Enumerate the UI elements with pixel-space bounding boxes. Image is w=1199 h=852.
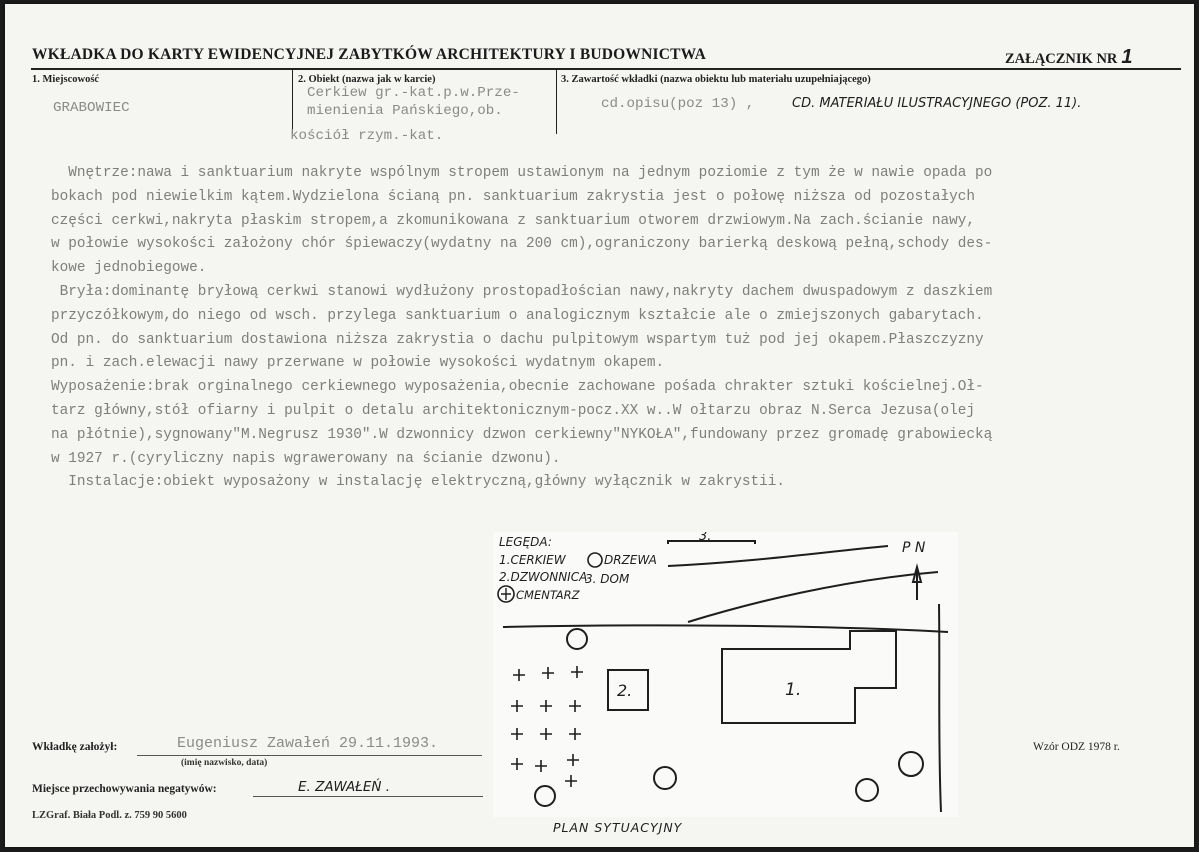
content-handwritten-value: CD. MATERIAŁU ILUSTRACYJNEGO (POZ. 11).: [792, 96, 1082, 111]
storage-label: Miejsce przechowywania negatywów:: [32, 783, 217, 795]
north-label: P N: [902, 540, 926, 556]
founded-hint: (imię nazwisko, data): [181, 758, 268, 768]
legend-church: 1.CERKIEW: [499, 553, 566, 567]
tree-4: [856, 779, 878, 801]
church-label: 1.: [785, 680, 802, 700]
road-lower-line: [688, 572, 938, 622]
description-line: bokach pod niewielkim kątem.Wydzielona ścianą pn. sanktuarium zakrystia jest o połowę niższa od pozostałych: [51, 188, 976, 205]
description-line: kowe jednobiegowe.: [51, 260, 207, 277]
description-line: Wyposażenie:brak orginalnego cerkiewnego wyposażenia,obecnie zachowane pośada chrakter sztuki kościelnej.Oł-: [51, 379, 984, 396]
east-boundary-line: [939, 604, 941, 812]
card-title: WKŁADKA DO KARTY EWIDENCYJNEJ ZABYTKÓW ARCHITEKTURY I BUDOWNICTWA: [32, 46, 707, 63]
form-code: Wzór ODZ 1978 r.: [1033, 741, 1120, 753]
description-line: w 1927 r.(cyryliczny napis wgrawerowany na ścianie dzwonu).: [51, 450, 561, 467]
locality-value: GRABOWIEC: [53, 100, 130, 116]
object-label: 2. Obiekt (nazwa jak w karcie): [298, 74, 436, 85]
locality-label: 1. Miejscowość: [32, 74, 100, 85]
description-line: w połowie wysokości założony chór śpiewaczy(wydatny na 200 cm),ograniczony barierką deskową pełną,schody des-: [51, 236, 993, 253]
field-divider-2: [556, 68, 557, 134]
field-divider-1: [292, 68, 293, 134]
site-plan-sketch: [493, 532, 958, 817]
description-line: Bryła:dominantę bryłową cerkwi stanowi wydłużony prostopadłościan nawy,nakryty dachem dwuspadowym z daszkiem: [51, 283, 993, 300]
tree-1: [567, 629, 587, 649]
content-typed-value: cd.opisu(poz 13) ,: [601, 96, 755, 112]
founded-label: Wkładkę założył:: [32, 741, 118, 753]
legend-house: 3. DOM: [585, 572, 630, 586]
legend-belfry: 2.DZWONNICA: [499, 570, 588, 584]
storage-value: E. ZAWAŁEŃ .: [298, 779, 391, 795]
annex-number: 1: [1121, 46, 1133, 68]
description-line: Wnętrze:nawa i sanktuarium nakryte wspólnym stropem ustawionym na jednym poziomie z tym że w nawie opada po: [51, 165, 993, 181]
legend-tree-icon: [588, 553, 602, 567]
legend-title: LEGĘDA:: [499, 535, 552, 549]
annex-text: ZAŁĄCZNIK NR: [1005, 51, 1118, 67]
house-marker: [668, 541, 755, 544]
description-line: Instalacje:obiekt wyposażony w instalację elektryczną,główny wyłącznik w zakrystii.: [51, 474, 786, 491]
description-text: [51, 162, 1196, 495]
printer-info: LZGraf. Biała Podl. z. 759 90 5600: [32, 810, 187, 821]
legend-trees: DRZEWA: [604, 553, 657, 567]
description-line: przyczółkowym,do niego od wsch. przylega sanktuarium o analogicznym kształcie ale o zmiejszonych gabarytach.: [51, 307, 984, 324]
cemetery-crosses: [511, 666, 583, 787]
north-arrow: [913, 567, 921, 600]
road-upper-line: [668, 546, 888, 566]
annex-label: [1005, 46, 1133, 69]
tree-2: [654, 767, 676, 789]
inventory-card: [5, 4, 1194, 847]
belfry-label: 2.: [617, 681, 633, 700]
site-plan-drawing: [493, 532, 958, 817]
founded-value: Eugeniusz Zawałeń 29.11.1993.: [177, 735, 439, 752]
tree-3: [899, 752, 923, 776]
description-line: pn. i zach.elewacji nawy przerwane w połowie wysokości wydatnym okapem.: [51, 355, 665, 372]
storage-line: [253, 796, 483, 797]
sketch-caption: PLAN SYTUACYJNY: [553, 820, 683, 835]
object-value-line-3: kościół rzym.-kat.: [290, 128, 444, 144]
header-rule: [31, 68, 1181, 70]
description-line: na płótnie),sygnowany"M.Negrusz 1930".W dzwonnicy dzwon cerkiewny"NYKOŁA",fundowany przez gromadę grabowiecką: [51, 426, 993, 443]
tree-5: [535, 786, 555, 806]
object-value-line-2: mienienia Pańskiego,ob.: [307, 103, 503, 119]
description-line: części cerkwi,nakryta płaskim stropem,a zkomunikowana z sanktuarium otworem drzwiowym.Na zach.ścianie nawy,: [51, 212, 976, 229]
description-line: Od pn. do sanktuarium dostawiona niższa zakrystia o dachu pulpitowym wspartym tuż pod jej okapem.Płaszczyzny: [51, 331, 984, 348]
description-line: tarz główny,stół ofiarny i pulpit o detalu architektonicznym-pocz.XX w..W ołtarzu obraz N.Serca Jezusa(olej: [51, 402, 976, 419]
content-label: 3. Zawartość wkładki (nazwa obiektu lub materiału uzupełniającego): [561, 74, 871, 85]
legend-cemetery: CMENTARZ: [516, 588, 580, 602]
church-outline: [722, 631, 896, 723]
object-value-line-1: Cerkiew gr.-kat.p.w.Prze-: [307, 85, 520, 101]
founded-line: [137, 755, 482, 756]
house-label: 3.: [699, 532, 712, 544]
